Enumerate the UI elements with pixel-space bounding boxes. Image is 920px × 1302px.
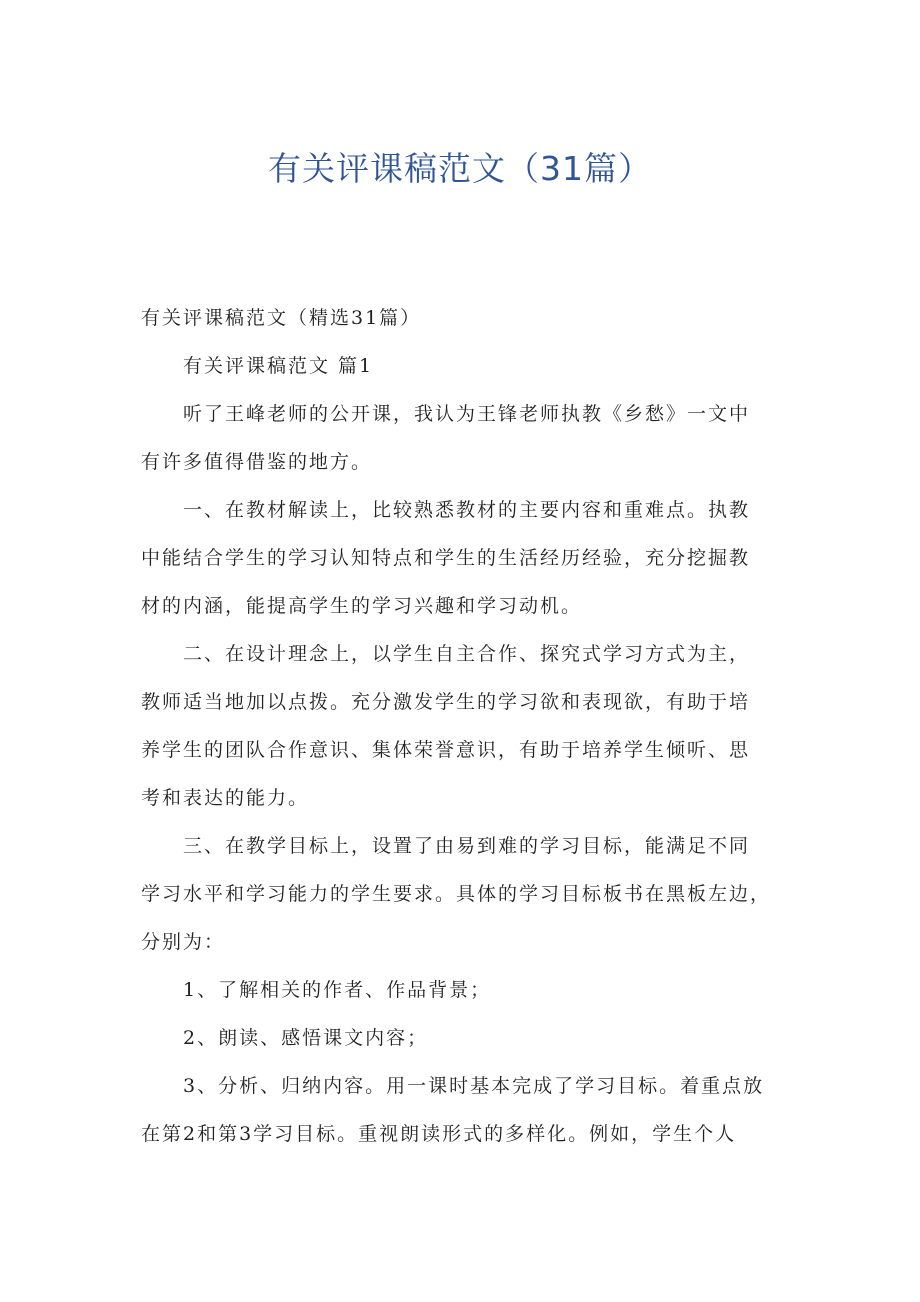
paragraph-line: 三、在教学目标上，设置了由易到难的学习目标，能满足不同 — [183, 835, 751, 857]
paragraph-line: 有许多值得借鉴的地方。 — [141, 451, 373, 473]
list-item: 1、了解相关的作者、作品背景； — [183, 979, 492, 1001]
paragraph-line: 一、在教材解读上，比较熟悉教材的主要内容和重难点。执教 — [183, 499, 751, 521]
paragraph-line: 听了王峰老师的公开课，我认为王锋老师执教《乡愁》一文中 — [183, 403, 751, 425]
paragraph-line: 养学生的团队合作意识、集体荣誉意识，有助于培养学生倾听、思 — [141, 739, 751, 761]
list-item: 2、朗读、感悟课文内容； — [183, 1027, 429, 1049]
subtitle-line: 有关评课稿范文（精选31篇） — [141, 307, 422, 329]
list-item: 3、分析、归纳内容。用一课时基本完成了学习目标。着重点放 — [183, 1075, 765, 1097]
document-title: 有关评课稿范文（31篇） — [268, 149, 652, 188]
paragraph-line: 材的内涵，能提高学生的学习兴趣和学习动机。 — [141, 595, 583, 617]
paragraph-line: 考和表达的能力。 — [141, 787, 310, 809]
paragraph-line: 二、在设计理念上，以学生自主合作、探究式学习方式为主， — [183, 643, 751, 665]
paragraph-line: 中能结合学生的学习认知特点和学生的生活经历经验，充分挖掘教 — [141, 547, 751, 569]
paragraph-line: 学习水平和学习能力的学生要求。具体的学习目标板书在黑板左边， — [141, 883, 772, 905]
section-heading: 有关评课稿范文 篇1 — [183, 355, 374, 377]
paragraph-line: 在第2和第3学习目标。重视朗读形式的多样化。例如，学生个人 — [141, 1123, 737, 1145]
paragraph-line: 教师适当地加以点拨。充分激发学生的学习欲和表现欲，有助于培 — [141, 691, 751, 713]
paragraph-line: 分别为： — [141, 931, 226, 953]
